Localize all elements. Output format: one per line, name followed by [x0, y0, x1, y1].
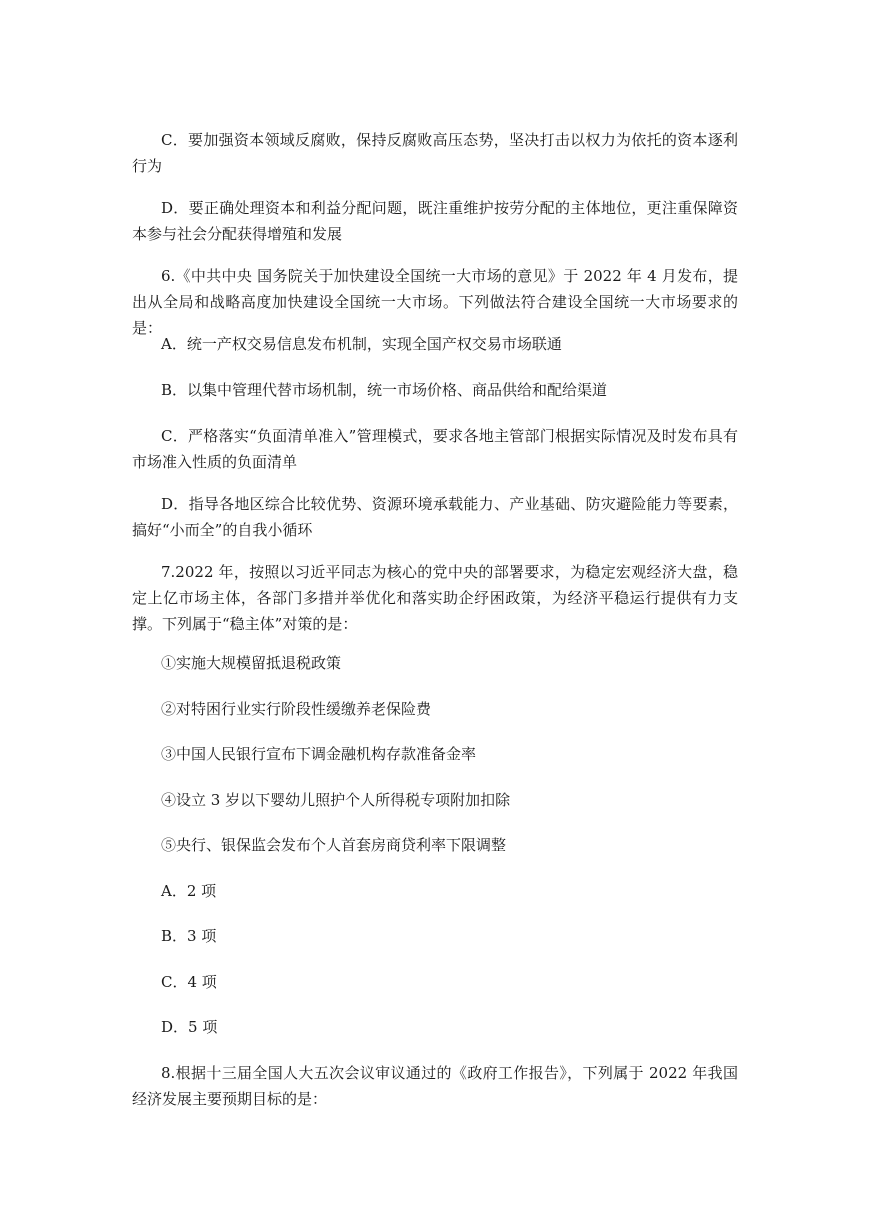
option-7c: C．4 项: [161, 973, 217, 991]
option-6a: A．统一产权交易信息发布机制，实现全国产权交易市场联通: [161, 335, 562, 353]
option-5d: D．要正确处理资本和利益分配问题，既注重维护按劳分配的主体地位，更注重保障资本参与社会分配获得增殖和发展: [132, 199, 738, 243]
option-6d: D．指导各地区综合比较优势、资源环境承载能力、产业基础、防灾避险能力等要素，搞好“小而全”的自我小循环: [132, 495, 738, 539]
statement-5: ⑤央行、银保监会发布个人首套房商贷利率下限调整: [161, 836, 507, 854]
statement-1: ①实施大规模留抵退税政策: [161, 654, 342, 672]
option-7d: D．5 项: [161, 1018, 218, 1036]
option-7a: A．2 项: [161, 882, 217, 900]
statement-4: ④设立 3 岁以下婴幼儿照护个人所得税专项附加扣除: [161, 791, 511, 809]
question-8-stem: 8.根据十三届全国人大五次会议审议通过的《政府工作报告》，下列属于 2022 年我国经济发展主要预期目标的是：: [132, 1064, 738, 1108]
question-7-stem: 7.2022 年，按照以习近平同志为核心的党中央的部署要求，为稳定宏观经济大盘，稳定上亿市场主体，各部门多措并举优化和落实助企纾困政策，为经济平稳运行提供有力支撑。下列属于“稳主体”对策的是：: [132, 563, 738, 633]
option-6c: C．严格落实“负面清单准入”管理模式，要求各地主管部门根据实际情况及时发布具有市场准入性质的负面清单: [132, 427, 738, 471]
option-7b: B．3 项: [161, 927, 217, 945]
statement-2: ②对特困行业实行阶段性缓缴养老保险费: [161, 700, 432, 718]
option-5c: C．要加强资本领域反腐败，保持反腐败高压态势，坚决打击以权力为依托的资本逐利行为: [132, 131, 738, 175]
question-6-stem: 6.《中共中央 国务院关于加快建设全国统一大市场的意见》于 2022 年 4 月发布，提出从全局和战略高度加快建设全国统一大市场。下列做法符合建设全国统一大市场要求的是：: [132, 267, 738, 337]
option-6b: B．以集中管理代替市场机制，统一市场价格、商品供给和配给渠道: [161, 381, 608, 399]
statement-3: ③中国人民银行宣布下调金融机构存款准备金率: [161, 745, 477, 763]
